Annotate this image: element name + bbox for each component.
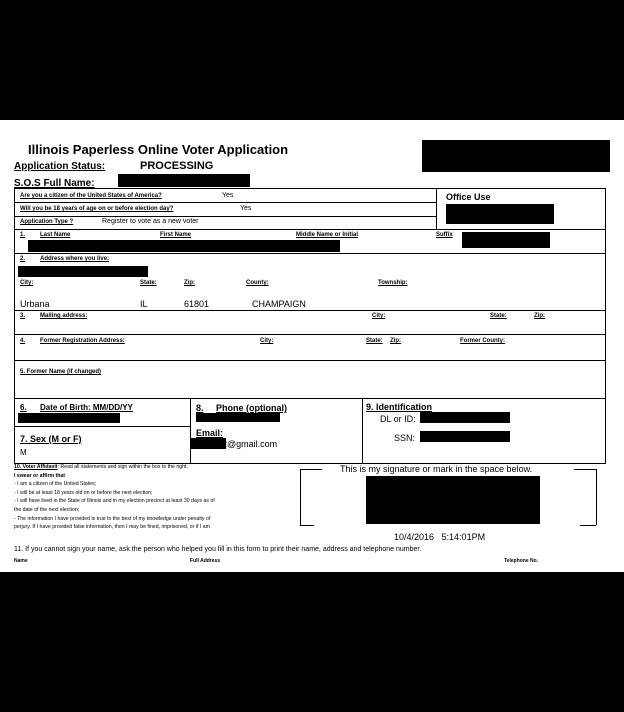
citizen-answer: Yes (222, 192, 234, 199)
former-reg-zip-label: Zip: (390, 338, 401, 344)
city-value: Urbana (20, 299, 50, 309)
former-reg-city-label: City: (260, 338, 274, 344)
mailing-city-label: City: (372, 313, 386, 319)
form-title: Illinois Paperless Online Voter Application (28, 142, 289, 157)
affidavit-line: - I will have lived in the State of Illinois and in my election precinct at least 30 days as of (14, 498, 215, 505)
redacted-ssn (420, 431, 510, 442)
redacted-sos-name (118, 174, 250, 187)
dl-id-label: DL or ID: (380, 414, 416, 424)
address-label: Address where you live: (40, 256, 110, 262)
dob-label: Date of Birth: MM/DD/YY (40, 403, 133, 412)
affidavit-line: the date of the next election; (14, 506, 80, 513)
sex-label: 7. Sex (M or F) (20, 434, 82, 444)
redacted-header-block (422, 140, 610, 172)
application-type-answer: Register to vote as a new voter (102, 218, 199, 225)
redacted-office-use (446, 204, 554, 224)
age-answer: Yes (240, 205, 252, 212)
sex-value: M (20, 448, 27, 457)
mailing-state-label: State: (490, 313, 507, 319)
dob-number: 6. (20, 403, 27, 412)
former-reg-section-number: 4. (20, 338, 26, 344)
affidavit-line: perjury. If I have provided false information, then I may be fined, imprisoned, or if I am (14, 524, 210, 531)
city-label: City: (20, 280, 34, 286)
zip-label: Zip: (184, 280, 195, 286)
redacted-email-user (190, 438, 226, 449)
office-use-label: Office Use (446, 192, 491, 202)
zip-value: 61801 (184, 299, 210, 309)
address-section-number: 2. (20, 256, 26, 262)
former-reg-state-label: State: (366, 338, 383, 344)
signature-caption: This is my signature or mark in the space below. (340, 464, 533, 474)
affidavit-intro: : Read all statements and sign within the box to the right. (57, 464, 188, 470)
first-name-label: First Name (160, 232, 192, 238)
status-label: Application Status: (14, 161, 106, 172)
mailing-section-number: 3. (20, 313, 26, 319)
voter-affidavit (14, 463, 276, 532)
redacted-dl-id (420, 412, 510, 423)
county-value: CHAMPAIGN (252, 299, 306, 309)
suffix-label: Suffix (436, 232, 453, 238)
state-label: State: (140, 280, 157, 286)
phone-label: Phone (optional) (216, 403, 287, 413)
phone-number: 8. (196, 403, 204, 413)
former-county-label: Former County: (460, 338, 505, 344)
affidavit-line: - I will be at least 18 years old on or before the next election; (14, 489, 153, 496)
redacted-street-address (18, 266, 148, 277)
signature-timestamp: 10/4/2016 5:14:01PM (394, 532, 486, 542)
township-label: Township: (378, 280, 408, 286)
citizen-question: Are you a citizen of the United States of America? (20, 193, 162, 199)
age-question: Will you be 18 years of age on or before election day? (20, 206, 174, 212)
name-section-number: 1. (20, 232, 26, 238)
voter-application-page (0, 120, 624, 572)
affidavit-swear: I swear or affirm that (14, 472, 66, 479)
ssn-label: SSN: (394, 433, 416, 443)
mailing-address-label: Mailing address: (40, 313, 88, 319)
mailing-zip-label: Zip: (534, 313, 545, 319)
application-type-question: Application Type ? (20, 219, 74, 225)
middle-name-label: Middle Name or Initial (296, 232, 359, 238)
redacted-name (28, 240, 340, 252)
state-value: IL (140, 299, 148, 309)
former-reg-label: Former Registration Address: (40, 338, 125, 344)
identification-label: 9. Identification (366, 402, 433, 412)
email-label: Email: (196, 428, 224, 438)
helper-name-label: Name (14, 558, 28, 564)
status-value: PROCESSING (140, 160, 214, 172)
helper-address-label: Full Address (190, 558, 221, 564)
sos-full-name-label: S.O.S Full Name: (14, 178, 95, 189)
former-name-label: 5. Former Name (if changed) (20, 369, 102, 375)
helper-instruction: 11. If you cannot sign your name, ask the person who helped you fill in this form to print their name, address and telephone number. (14, 546, 422, 553)
affidavit-line: - The information I have provided is true to the best of my knowledge under penalty of (14, 515, 211, 522)
last-name-label: Last Name (40, 232, 71, 238)
county-label: County: (246, 280, 269, 286)
redacted-phone (196, 413, 280, 422)
redacted-dob (18, 413, 120, 423)
redacted-suffix (462, 232, 550, 248)
redacted-signature (366, 476, 540, 524)
helper-phone-label: Telephone No. (504, 558, 539, 564)
affidavit-title: 10. Voter Affidavit (14, 464, 58, 470)
affidavit-line: - I am a citizen of the United States; (14, 481, 97, 488)
email-value: 2@gmail.com (222, 439, 278, 449)
